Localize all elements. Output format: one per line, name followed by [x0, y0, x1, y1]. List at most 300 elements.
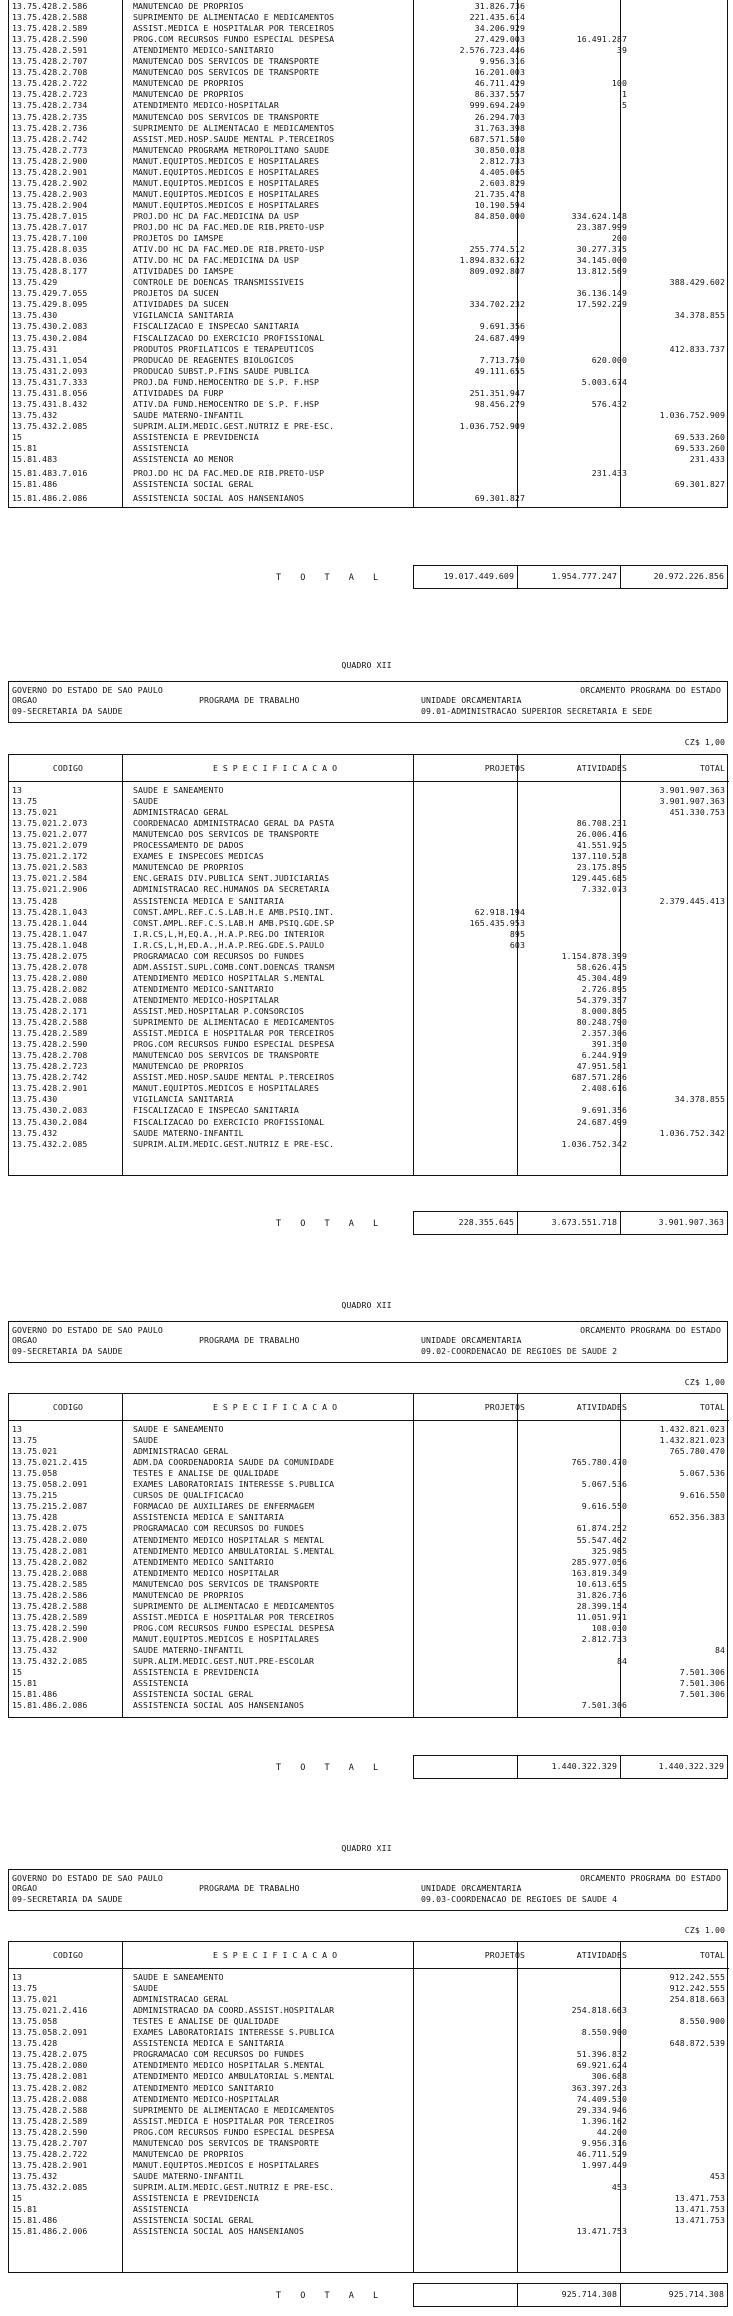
- atividades-cell: 11.051.971: [576, 1611, 627, 1622]
- table-row: [9, 45, 729, 56]
- table-row: [9, 344, 729, 355]
- total-cell: 765.780.470: [669, 1446, 725, 1457]
- especificacao-cell: MANUTENCAO DE PROPRIOS: [133, 1, 244, 11]
- codigo-cell: 13.75.429.8.095: [12, 299, 88, 310]
- atividades-cell: 231.433: [591, 468, 627, 479]
- especificacao-cell: PROJ.DA FUND.HEMOCENTRO DE S.P. F.HSP: [133, 376, 320, 387]
- especificacao-cell: ATENDIMENTO MEDICO AMBULATORIAL S.MENTAL: [133, 1545, 335, 1556]
- col-total: TOTAL: [699, 1950, 725, 1960]
- table-row: [9, 1689, 729, 1700]
- total-cell: 648.872.539: [669, 2038, 725, 2049]
- codigo-cell: 13.75.428.2.082: [12, 1556, 88, 1567]
- especificacao-cell: MANUTENCAO DOS SERVICOS DE TRANSPORTE: [133, 111, 320, 122]
- total-cell: 69.301.827: [674, 479, 725, 490]
- table-row: [9, 310, 729, 321]
- table-row: [9, 134, 729, 145]
- atividades-cell: 108.030: [591, 1622, 627, 1633]
- table-row: [9, 1994, 729, 2005]
- gov-name: GOVERNO DO ESTADO DE SAO PAULO: [12, 685, 163, 695]
- table-row: [9, 23, 729, 34]
- especificacao-cell: FISCALIZACAO DO EXERCICIO PROFISSIONAL: [133, 1116, 325, 1127]
- codigo-cell: 13.75.428: [12, 1512, 58, 1523]
- table-row: [9, 995, 729, 1006]
- atividades-cell: 74.409.530: [576, 2093, 627, 2104]
- codigo-cell: 13.75.021.2.079: [12, 840, 88, 851]
- atividades-cell: 45.304.489: [576, 972, 627, 983]
- total-box: [413, 1755, 728, 1779]
- codigo-cell: 13.75.428.7.015: [12, 210, 88, 221]
- especificacao-cell: SUPRIMENTO DE ALIMENTACAO E MEDICAMENTOS: [133, 122, 335, 133]
- codigo-cell: 15.81.483.7.016: [12, 468, 88, 479]
- codigo-cell: 13.75.428.2.088: [12, 2093, 88, 2104]
- projetos-cell: 603: [509, 939, 525, 950]
- table-row: [9, 2226, 729, 2237]
- codigo-cell: 13.75.431.8.432: [12, 398, 88, 409]
- projetos-cell: 31.763.398: [474, 122, 525, 133]
- table-row: [9, 785, 729, 796]
- especificacao-cell: ADMINISTRACAO GERAL: [133, 1446, 229, 1457]
- codigo-cell: 13.75.058: [12, 2016, 58, 2027]
- total-cell: 1.036.752.909: [659, 409, 725, 420]
- atividades-cell: 80.248.790: [576, 1017, 627, 1028]
- codigo-cell: 13.75.428.2.735: [12, 111, 88, 122]
- total-cell: 388.429.602: [669, 277, 725, 288]
- especificacao-cell: SAUDE MATERNO-INFANTIL: [133, 1127, 244, 1138]
- table-row: [9, 266, 729, 277]
- codigo-cell: 13.75.428.2.088: [12, 1567, 88, 1578]
- especificacao-cell: I.R.CS,L,H,ED.A.,H.A.P.REG.GDE.S.PAULO: [133, 939, 325, 950]
- table-row: [9, 1568, 729, 1579]
- table-header: [9, 1394, 729, 1421]
- atividades-cell: 363.397.263: [571, 2082, 627, 2093]
- especificacao-cell: ASSIST.MEDICA E HOSPITALAR POR TERCEIROS: [133, 1028, 335, 1039]
- table-row: [9, 1535, 729, 1546]
- codigo-cell: 13.75.428.2.585: [12, 1578, 88, 1589]
- total-cell: 8.550.900: [679, 2016, 725, 2027]
- table-row: [9, 884, 729, 895]
- atividades-cell: 687.571.286: [571, 1072, 627, 1083]
- table-row: [9, 366, 729, 377]
- programa-label: PROGRAMA DE TRABALHO: [199, 1335, 300, 1345]
- codigo-cell: 13.75.428.8.035: [12, 244, 88, 255]
- table-row: [9, 2171, 729, 2182]
- table-row: [9, 2215, 729, 2226]
- projetos-cell: 34.206.929: [474, 23, 525, 34]
- especificacao-cell: ATENDIMENTO MEDICO HOSPITALAR: [133, 1567, 279, 1578]
- table-row: [9, 355, 729, 366]
- especificacao-cell: FORMACAO DE AUXILIARES DE ENFERMAGEM: [133, 1501, 315, 1512]
- header-box: [8, 681, 728, 723]
- projetos-cell: 9.956.316: [479, 56, 525, 67]
- codigo-cell: 13: [12, 1972, 23, 1982]
- especificacao-cell: MANUT.EQUIPTOS.MEDICOS E HOSPITALARES: [133, 155, 320, 166]
- table-row: [9, 2005, 729, 2016]
- table-row: [9, 1105, 729, 1116]
- codigo-cell: 13.75.215: [12, 1490, 58, 1501]
- especificacao-cell: MANUT.EQUIPTOS.MEDICOS E HOSPITALARES: [133, 177, 320, 188]
- gov-name: GOVERNO DO ESTADO DE SAO PAULO: [12, 1873, 163, 1883]
- especificacao-cell: COORDENACAO ADMINISTRACAO GERAL DA PASTA: [133, 818, 335, 829]
- total-label: T O T A L: [276, 2291, 386, 2301]
- especificacao-cell: SAUDE MATERNO-INFANTIL: [133, 409, 244, 420]
- atividades-cell: 2.408.616: [581, 1083, 627, 1094]
- atividades-cell: 453: [611, 2181, 627, 2192]
- col-especificacao: ESPECIFICACAO: [212, 763, 343, 773]
- total-geral: 3.901.907.363: [658, 1217, 724, 1227]
- codigo-cell: 13.75.430.2.084: [12, 332, 88, 343]
- codigo-cell: 13.75.428.2.080: [12, 1534, 88, 1545]
- atividades-cell: 306.688: [591, 2071, 627, 2082]
- codigo-cell: 13.75.021.2.172: [12, 851, 88, 862]
- codigo-cell: 13.75.428.2.590: [12, 1039, 88, 1050]
- table-row: [9, 255, 729, 266]
- atividades-cell: 9.956.316: [581, 2137, 627, 2148]
- atividades-cell: 1.396.162: [581, 2115, 627, 2126]
- table-row: [9, 1435, 729, 1446]
- codigo-cell: 13.75.428.2.708: [12, 67, 88, 78]
- total-cell: 9.616.550: [679, 1490, 725, 1501]
- total-cell: 13.471.753: [674, 2193, 725, 2203]
- especificacao-cell: PROJ.DO HC DA FAC.MED.DE RIB.PRETO-USP: [133, 468, 325, 479]
- projetos-cell: 10.190.594: [474, 199, 525, 210]
- especificacao-cell: ADMINISTRACAO REC.HUMANOS DA SECRETARIA: [133, 884, 330, 895]
- table-row: [9, 377, 729, 388]
- especificacao-cell: MANUTENCAO DOS SERVICOS DE TRANSPORTE: [133, 1578, 320, 1589]
- table-row: [9, 1128, 729, 1139]
- total-cell: 1.036.752.342: [659, 1127, 725, 1138]
- table-row: [9, 796, 729, 807]
- table-row: [9, 1050, 729, 1061]
- especificacao-cell: ASSISTENCIA: [133, 2204, 189, 2215]
- codigo-cell: 13.75.428.2.589: [12, 1611, 88, 1622]
- table-row: [9, 973, 729, 984]
- atividades-cell: 7.501.306: [581, 1700, 627, 1711]
- codigo-cell: 13.75.428.2.901: [12, 2159, 88, 2170]
- especificacao-cell: CONST.AMPL.REF.C.S.LAB.H AMB.PSIQ.GDE.SP: [133, 917, 335, 928]
- table-row: [9, 1424, 729, 1435]
- table-row: [9, 1028, 729, 1039]
- especificacao-cell: ATIV.DO HC DA FAC.MED.DE RIB.PRETO-USP: [133, 244, 325, 255]
- projetos-cell: 9.691.356: [479, 321, 525, 332]
- projetos-cell: 21.735.478: [474, 188, 525, 199]
- codigo-cell: 13.75.428.2.590: [12, 34, 88, 45]
- codigo-cell: 13.75.432.2.085: [12, 2181, 88, 2192]
- atividades-cell: 8.000.805: [581, 1006, 627, 1016]
- atividades-cell: 620.000: [591, 354, 627, 365]
- table-row: [9, 1656, 729, 1667]
- atividades-cell: 84: [616, 1656, 627, 1667]
- especificacao-cell: SAUDE E SANEAMENTO: [133, 785, 224, 795]
- codigo-cell: 13.75.428.2.902: [12, 177, 88, 188]
- projetos-cell: 49.111.655: [474, 365, 525, 376]
- especificacao-cell: ATENDIMENTO MEDICO HOSPITALAR S.MENTAL: [133, 2060, 325, 2071]
- especificacao-cell: FISCALIZACAO E INSPECAO SANITARIA: [133, 321, 299, 332]
- codigo-cell: 13.75.428.2.088: [12, 994, 88, 1005]
- codigo-cell: 15.81: [12, 1678, 38, 1689]
- programa-label: PROGRAMA DE TRABALHO: [199, 695, 300, 705]
- budget-table-continued: [8, 0, 728, 508]
- table-row: [9, 2149, 729, 2160]
- table-row: [9, 1645, 729, 1656]
- atividades-cell: 200: [611, 233, 627, 244]
- especificacao-cell: SUPR.ALIM.MEDIC.GEST.NUT.PRE-ESCOLAR: [133, 1656, 315, 1667]
- table-row: [9, 200, 729, 211]
- atividades-cell: 69.921.624: [576, 2060, 627, 2071]
- table-row: [9, 123, 729, 134]
- codigo-cell: 13.75.428.2.591: [12, 45, 88, 56]
- atividades-cell: 9.691.356: [581, 1105, 627, 1116]
- especificacao-cell: ASSISTENCIA E PREVIDENCIA: [133, 1667, 259, 1678]
- currency-unit: CZ$ 1,00: [684, 737, 725, 747]
- codigo-cell: 13.75.428.2.078: [12, 961, 88, 972]
- codigo-cell: 13.75.428.1.048: [12, 939, 88, 950]
- atividades-cell: 100: [611, 78, 627, 89]
- table-row: [9, 67, 729, 78]
- especificacao-cell: MANUTENCAO DE PROPRIOS: [133, 2148, 244, 2159]
- projetos-cell: 999.694.249: [469, 100, 525, 111]
- especificacao-cell: ADM.DA COORDENADORIA SAUDE DA COMUNIDADE: [133, 1457, 335, 1468]
- especificacao-cell: ASSISTENCIA AO MENOR: [133, 454, 234, 465]
- total-cell: 3.901.907.363: [659, 785, 725, 795]
- table-row: [9, 432, 729, 443]
- total-cell: 2.379.445.413: [659, 895, 725, 906]
- especificacao-cell: PROJETOS DA SUCEN: [133, 288, 219, 299]
- atividades-cell: 30.277.375: [576, 244, 627, 255]
- projetos-cell: 86.337.557: [474, 89, 525, 100]
- especificacao-cell: ASSISTENCIA: [133, 443, 189, 453]
- codigo-cell: 13.75.432.2.085: [12, 420, 88, 431]
- codigo-cell: 13.75: [12, 796, 38, 807]
- table-row: [9, 862, 729, 873]
- table-row: [9, 112, 729, 123]
- especificacao-cell: ATENDIMENTO MEDICO-SANITARIO: [133, 45, 274, 56]
- table-row: [9, 1017, 729, 1028]
- codigo-cell: 13.75.428.2.081: [12, 1545, 88, 1556]
- especificacao-cell: ASSIST.MEDICA E HOSPITALAR POR TERCEIROS: [133, 2115, 335, 2126]
- atividades-cell: 8.550.900: [581, 2027, 627, 2038]
- especificacao-cell: MANUT.EQUIPTOS.MEDICOS E HOSPITALARES: [133, 199, 320, 210]
- atividades-cell: 86.708.231: [576, 818, 627, 829]
- table-row: [9, 1490, 729, 1501]
- codigo-cell: 13.75.021.2.584: [12, 873, 88, 884]
- codigo-cell: 13: [12, 1424, 23, 1434]
- total-geral: 1.440.322.329: [658, 1761, 724, 1771]
- header-box: [8, 1869, 728, 1911]
- table-row: [9, 1039, 729, 1050]
- table-row: [9, 443, 729, 454]
- budget-table-0901: [8, 754, 728, 1176]
- especificacao-cell: ATIVIDADES DA SUCEN: [133, 299, 229, 310]
- table-row: [9, 156, 729, 167]
- especificacao-cell: PROG.COM RECURSOS FUNDO ESPECIAL DESPESA: [133, 2126, 335, 2137]
- especificacao-cell: EXAMES LABORATORIAIS INTERESSE S.PUBLICA: [133, 1479, 335, 1490]
- table-row: [9, 1623, 729, 1634]
- atividades-cell: 254.818.663: [571, 2005, 627, 2016]
- total-cell: 5.067.536: [679, 1468, 725, 1479]
- budget-table-0903: [8, 1941, 728, 2273]
- atividades-cell: 1: [621, 89, 627, 100]
- especificacao-cell: ASSISTENCIA E PREVIDENCIA: [133, 2193, 259, 2203]
- col-atividades: ATIVIDADES: [576, 1950, 627, 1960]
- especificacao-cell: ATIV.DO HC DA FAC.MEDICINA DA USP: [133, 255, 299, 266]
- projetos-cell: 334.702.232: [469, 299, 525, 310]
- total-cell: 652.356.383: [669, 1512, 725, 1523]
- table-row: [9, 1612, 729, 1623]
- table-row: [9, 233, 729, 244]
- quadro-title: QUADRO XII: [341, 1843, 392, 1853]
- codigo-cell: 13.75.428.2.900: [12, 155, 88, 166]
- especificacao-cell: CONST.AMPL.REF.C.S.LAB.H.E AMB.PSIQ.INT.: [133, 906, 335, 917]
- orgao-label: ORGAO: [12, 1883, 38, 1893]
- especificacao-cell: ATENDIMENTO MEDICO SANITARIO: [133, 2082, 274, 2093]
- col-total: TOTAL: [699, 763, 725, 773]
- table-row: [9, 288, 729, 299]
- total-cell: 912.242.555: [669, 1972, 725, 1982]
- especificacao-cell: FISCALIZACAO DO EXERCICIO PROFISSIONAL: [133, 332, 325, 343]
- unidade-value: 09.03-COORDENACAO DE REGIOES DE SAUDE 4: [421, 1894, 618, 1904]
- especificacao-cell: ASSISTENCIA SOCIAL AOS HANSENIANOS: [133, 493, 304, 504]
- atividades-cell: 39: [616, 45, 627, 56]
- projetos-cell: 255.774.512: [469, 244, 525, 255]
- gov-name: GOVERNO DO ESTADO DE SAO PAULO: [12, 1325, 163, 1335]
- orcamento-label: ORCAMENTO PROGRAMA DO ESTADO: [580, 1325, 721, 1335]
- especificacao-cell: ASSISTENCIA SOCIAL AOS HANSENIANOS: [133, 1700, 304, 1711]
- codigo-cell: 13.75.431.2.093: [12, 365, 88, 376]
- total-cell: 451.330.753: [669, 807, 725, 818]
- codigo-cell: 13.75.428.2.742: [12, 133, 88, 144]
- total-box: [413, 1211, 728, 1235]
- especificacao-cell: MANUT.EQUIPTOS.MEDICOS E HOSPITALARES: [133, 188, 320, 199]
- table-row: [9, 1083, 729, 1094]
- codigo-cell: 13.75.428.2.589: [12, 2115, 88, 2126]
- unidade-label: UNIDADE ORCAMENTARIA: [421, 695, 522, 705]
- table-header: [9, 1942, 729, 1969]
- especificacao-cell: ATENDIMENTO MEDICO-HOSPITALAR: [133, 2093, 279, 2104]
- table-row: [9, 962, 729, 973]
- table-row: [9, 1667, 729, 1678]
- especificacao-cell: SAUDE: [133, 796, 159, 807]
- codigo-cell: 13.75.428.1.043: [12, 906, 88, 917]
- atividades-cell: 55.547.462: [576, 1534, 627, 1545]
- codigo-cell: 13.75.428.2.773: [12, 144, 88, 155]
- quadro-title: QUADRO XII: [341, 660, 392, 670]
- table-row: [9, 1479, 729, 1490]
- codigo-cell: 13.75.430.2.083: [12, 321, 88, 332]
- table-row: [9, 89, 729, 100]
- budget-table-0902: [8, 1393, 728, 1718]
- projetos-cell: 4.405.065: [479, 166, 525, 177]
- especificacao-cell: MANUTENCAO DE PROPRIOS: [133, 89, 244, 100]
- col-projetos: PROJETOS: [484, 1402, 525, 1412]
- especificacao-cell: VIGILANCIA SANITARIA: [133, 1094, 234, 1105]
- table-row: [9, 2094, 729, 2105]
- table-row: [9, 2038, 729, 2049]
- table-row: [9, 410, 729, 421]
- codigo-cell: 13.75.428.2.080: [12, 972, 88, 983]
- projetos-cell: 69.301.827: [474, 493, 525, 504]
- atividades-cell: 61.874.252: [576, 1523, 627, 1534]
- codigo-cell: 13.75.428: [12, 895, 58, 906]
- total-box: [413, 2283, 728, 2307]
- codigo-cell: 15.81.486: [12, 1689, 58, 1700]
- codigo-cell: 13.75.432: [12, 1645, 58, 1655]
- projetos-cell: 24.687.499: [474, 332, 525, 343]
- codigo-cell: 13.75.021.2.077: [12, 829, 88, 840]
- unidade-label: UNIDADE ORCAMENTARIA: [421, 1335, 522, 1345]
- table-row: [9, 807, 729, 818]
- especificacao-cell: ASSISTENCIA E PREVIDENCIA: [133, 431, 259, 442]
- codigo-cell: 13.75.021: [12, 1994, 58, 2005]
- codigo-cell: 13.75.429: [12, 277, 58, 288]
- codigo-cell: 13.75.021: [12, 807, 58, 818]
- atividades-cell: 1.997.449: [581, 2159, 627, 2170]
- codigo-cell: 13.75.428.2.590: [12, 1622, 88, 1633]
- atividades-cell: 2.357.306: [581, 1028, 627, 1039]
- projetos-cell: 1.894.832.632: [459, 255, 525, 266]
- table-header: [9, 755, 729, 782]
- table-row: [9, 277, 729, 288]
- especificacao-cell: SAUDE E SANEAMENTO: [133, 1424, 224, 1434]
- codigo-cell: 13.75.428.2.082: [12, 983, 88, 994]
- codigo-cell: 13.75.428.2.082: [12, 2082, 88, 2093]
- especificacao-cell: ASSISTENCIA: [133, 1678, 189, 1689]
- atividades-cell: 23.175.895: [576, 862, 627, 873]
- codigo-cell: 13.75.428.2.590: [12, 2126, 88, 2137]
- orgao-value: 09-SECRETARIA DA SAUDE: [12, 706, 123, 716]
- especificacao-cell: ATIVIDADES DO IAMSPE: [133, 266, 234, 277]
- orgao-label: ORGAO: [12, 1335, 38, 1345]
- projetos-cell: 165.435.953: [469, 917, 525, 928]
- total-cell: 3.901.907.363: [659, 796, 725, 807]
- especificacao-cell: SAUDE: [133, 1983, 159, 1994]
- especificacao-cell: MANUTENCAO DE PROPRIOS: [133, 1061, 244, 1072]
- atividades-cell: 10.613.655: [576, 1578, 627, 1589]
- especificacao-cell: ATENDIMENTO MEDICO HOSPITALAR S MENTAL: [133, 1534, 325, 1545]
- especificacao-cell: ATENDIMENTO MEDICO AMBULATORIAL S.MENTAL: [133, 2071, 335, 2082]
- table-row: [9, 388, 729, 399]
- especificacao-cell: ATENDIMENTO MEDICO-SANITARIO: [133, 983, 274, 994]
- table-row: [9, 333, 729, 344]
- total-cell: 69.533.260: [674, 443, 725, 453]
- codigo-cell: 13.75.428.2.722: [12, 78, 88, 89]
- col-atividades: ATIVIDADES: [576, 763, 627, 773]
- atividades-cell: 36.136.149: [576, 288, 627, 299]
- especificacao-cell: PROG.COM RECURSOS FUNDO ESPECIAL DESPESA: [133, 34, 335, 45]
- codigo-cell: 13.75.215.2.087: [12, 1501, 88, 1512]
- especificacao-cell: MANUTENCAO DE PROPRIOS: [133, 862, 244, 873]
- total-label: T O T A L: [276, 1763, 386, 1773]
- especificacao-cell: SAUDE MATERNO-INFANTIL: [133, 2170, 244, 2181]
- codigo-cell: 13.75.431.1.054: [12, 354, 88, 365]
- atividades-cell: 17.592.229: [576, 299, 627, 310]
- table-row: [9, 454, 729, 465]
- especificacao-cell: ASSIST.MED.HOSP.SAUDE MENTAL P.TERCEIROS: [133, 1072, 335, 1083]
- especificacao-cell: ASSISTENCIA SOCIAL GERAL: [133, 479, 254, 490]
- table-row: [9, 321, 729, 332]
- table-row: [9, 1634, 729, 1645]
- atividades-cell: 51.396.832: [576, 2049, 627, 2060]
- codigo-cell: 13.75.428.1.047: [12, 928, 88, 939]
- especificacao-cell: ASSIST.MEDICA E HOSPITALAR POR TERCEIROS: [133, 23, 335, 34]
- especificacao-cell: MANUTENCAO PROGRAMA METROPOLITANO SAUDE: [133, 144, 330, 155]
- projetos-cell: 7.713.750: [479, 354, 525, 365]
- projetos-cell: 31.826.736: [474, 1, 525, 11]
- table-row: [9, 2071, 729, 2082]
- codigo-cell: 13.75.429.7.055: [12, 288, 88, 299]
- codigo-cell: 13.75: [12, 1435, 38, 1446]
- table-row: [9, 1446, 729, 1457]
- atividades-cell: 2.812.733: [581, 1633, 627, 1644]
